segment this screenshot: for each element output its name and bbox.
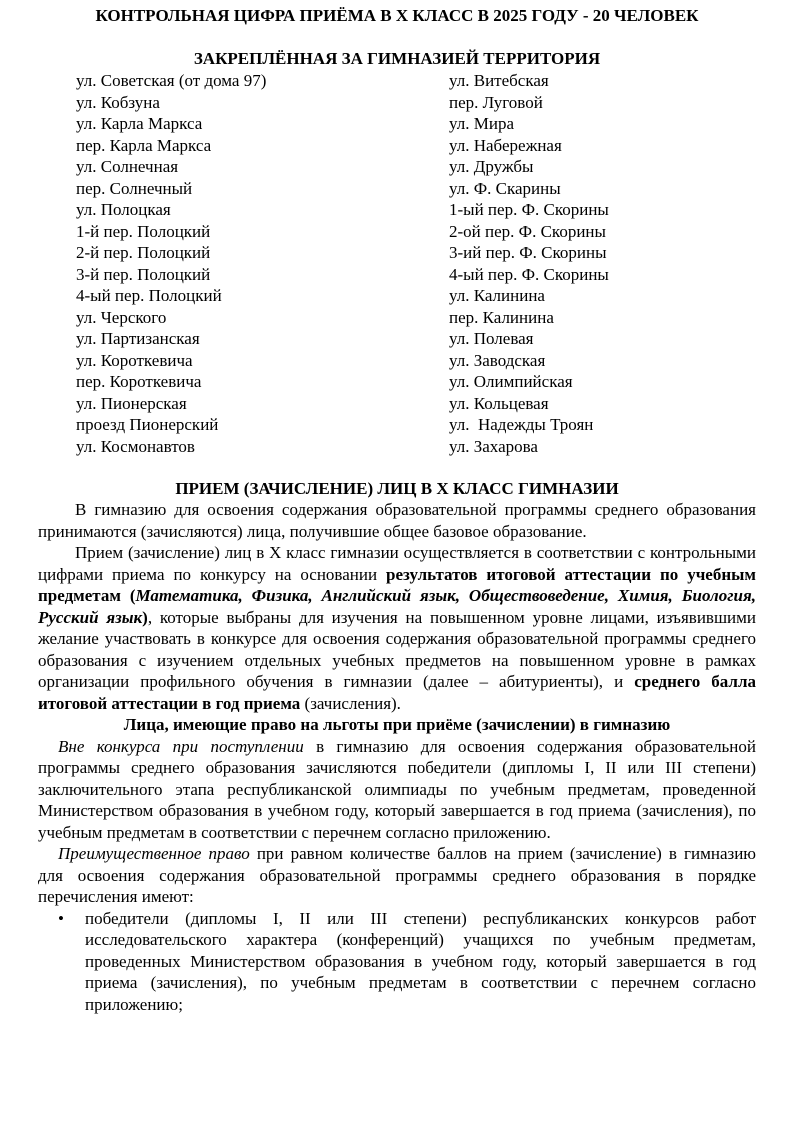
benefits-heading: Лица, имеющие право на льготы при приёме (зачислении) в гимназию [123,715,671,734]
territory-heading: ЗАКРЕПЛЁННАЯ ЗА ГИМНАЗИЕЙ ТЕРРИТОРИЯ [193,49,601,68]
paragraph-out-of-competition: Вне конкурса при поступлении в гимназию для освоения содержания образовательной программы среднего образования зачисляются победители (дипломы I, II или III степени) заключительного этапа республиканской олимпиады по учебным предметам, проведенной Министерством образования в учебном году, который завершается в год приема (зачисления), по учебным предметам в соответствии с перечнем согласно приложению. [38,736,756,842]
street-item: проезд Пионерский [76,415,219,434]
street-item: пер. Луговой [449,92,543,112]
street-item: 2-й пер. Полоцкий [76,243,211,262]
street-item: ул. Солнечная [76,157,179,176]
street-list-left [76,70,266,457]
street-item: ул. Партизанская [76,329,200,348]
street-item: ул. Карла Маркса [76,114,203,133]
street-item: ул. Космонавтов [76,436,195,456]
street-item: ул. Ф. Скарины [449,178,561,198]
street-item: 3-й пер. Полоцкий [76,264,211,284]
street-item: ул. Захарова [449,436,538,456]
street-item: пер. Солнечный [76,178,193,198]
street-item: пер. Короткевича [76,372,202,391]
street-list-right [449,70,609,457]
street-item: ул. Пионерская [76,393,187,413]
street-item: ул. Советская (от дома 97) [76,71,267,90]
street-item: ул. Олимпийская [449,372,573,391]
paragraph-general: В гимназию для освоения содержания образовательной программы среднего образования принимаются (зачисляются) лица, получившие общее базовое образование. [38,500,756,541]
street-item: ул. Кобзуна [76,92,160,112]
admission-quota-heading: КОНТРОЛЬНАЯ ЦИФРА ПРИЁМА В X КЛАСС В 2025 ГОДУ - 20 ЧЕЛОВЕК [95,6,699,25]
street-item: 1-й пер. Полоцкий [76,221,211,241]
street-item: ул. Дружбы [449,157,534,176]
street-item: ул. Кольцевая [449,393,549,413]
street-item: ул. Короткевича [76,350,193,370]
street-item: ул. Мира [449,114,514,133]
street-item: ул. Заводская [449,350,546,370]
street-item: ул. Витебская [449,71,549,90]
street-item: 4-ый пер. Ф. Скорины [449,264,609,284]
street-item: 4-ый пер. Полоцкий [76,286,222,305]
street-item: пер. Калинина [449,307,554,327]
paragraph-priority-right: Преимущественное право при равном количестве баллов на прием (зачисление) в гимназию для освоения содержания образовательной программы среднего образования в порядке перечисления имеют: [38,844,757,906]
street-item: ул. Черского [76,307,167,327]
priority-list [38,908,756,1016]
bullet-icon: • [58,908,64,928]
admission-heading: ПРИЕМ (ЗАЧИСЛЕНИЕ) ЛИЦ В X КЛАСС ГИМНАЗИИ [175,479,619,498]
street-item: ул. Калинина [449,286,545,305]
street-item: ул. Полевая [449,329,534,348]
street-item: ул. Набережная [449,135,562,155]
street-item: пер. Карла Маркса [76,135,212,155]
street-item: ул. Полоцкая [76,200,171,219]
street-item: ул. Надежды Троян [449,415,594,434]
paragraph-competition: Прием (зачисление) лиц в X класс гимназии осуществляется в соответствии с контрольными цифрами приема по конкурсу на основании результатов итоговой аттестации по учебным предметам (Математика, Физика, Английский язык, Обществоведение, Химия, Биология, Русский язык), которые выбраны для изучения на повышенном уровне лицами, изъявившими желание участвовать в конкурсе для освоения содержания образовательной программы среднего образования с изучением отдельных учебных предметов на повышенном уровне в рамках организации профильного обучения в гимназии (далее – абитуриенты), и среднего балла итоговой аттестации в год приема (зачисления). [38,543,756,713]
list-item: • победители (дипломы I, II или III степени) республиканских конкурсов работ исследовательского характера (конференций) учащихся по учебным предметам, проведенных Министерством образования в учебном году, который завершается в год приема (зачисления), по учебным предметам в соответствии с перечнем согласно приложению; [58,908,756,1014]
admission-text [38,499,756,1015]
street-item: 2-ой пер. Ф. Скорины [449,221,606,241]
street-item: 1-ый пер. Ф. Скорины [449,200,609,219]
street-item: 3-ий пер. Ф. Скорины [449,243,607,262]
